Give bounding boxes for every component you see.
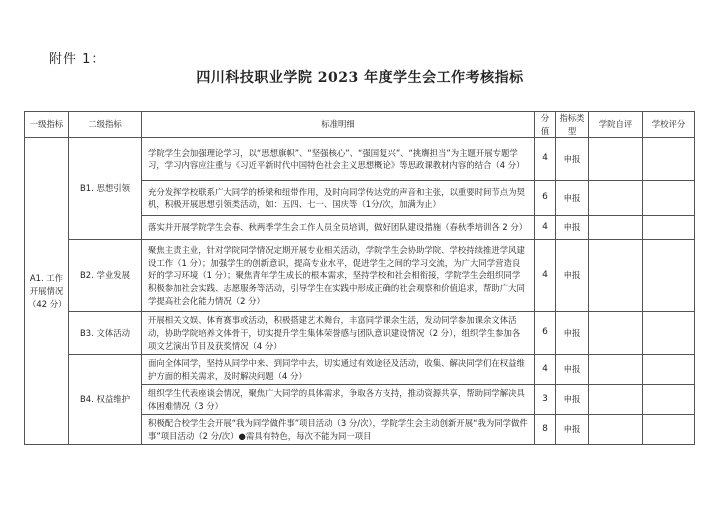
detail-cell: 学院学生会加强理论学习，以“思想旗帜”、“坚强核心”、“强国复兴”、“挑膺担当”为主题开展专题学习，学习内容应注重与《习近平新时代中国特色社会主义思想概论》等思政课教材内容的结合（4 分） <box>142 138 535 181</box>
type-cell: 申报 <box>556 181 589 216</box>
school-eval-cell[interactable] <box>643 240 695 312</box>
header-type: 指标类型 <box>556 112 589 138</box>
document-title: 四川科技职业学院 2023 年度学生会工作考核指标 <box>196 70 524 86</box>
school-eval-cell[interactable] <box>643 415 695 445</box>
score-cell: 4 <box>535 355 556 385</box>
level2-cell: B4. 权益维护 <box>69 355 142 445</box>
header-school-eval: 学校评分 <box>643 112 695 138</box>
header-level1: 一级指标 <box>25 112 69 138</box>
type-cell: 申报 <box>556 312 589 355</box>
school-eval-cell[interactable] <box>643 181 695 216</box>
school-eval-cell[interactable] <box>643 138 695 181</box>
detail-cell: 组织学生代表座谈会情况，聚焦广大同学的具体需求，争取各方支持，推动资源共享，帮助同学解决具体困难情况（3 分） <box>142 385 535 415</box>
self-eval-cell[interactable] <box>589 312 643 355</box>
score-cell: 4 <box>535 138 556 181</box>
level1-cell: A1. 工作开展情况（42 分） <box>25 138 69 445</box>
self-eval-cell[interactable] <box>589 240 643 312</box>
header-score: 分值 <box>535 112 556 138</box>
level2-cell: B3. 文体活动 <box>69 312 142 355</box>
self-eval-cell[interactable] <box>589 181 643 216</box>
score-cell: 4 <box>535 240 556 312</box>
score-cell: 8 <box>535 415 556 445</box>
table-row <box>25 312 695 355</box>
table-row <box>25 138 695 181</box>
detail-cell: 面向全体同学，坚持从同学中来、到同学中去，切实通过有效途径及活动，收集、解决同学们在权益维护方面的相关需求，及时解决问题（4 分） <box>142 355 535 385</box>
detail-cell: 落实并开展学院学生会春、秋两季学生会工作人员全员培训，做好团队建设措施（春秋季培训各 2 分） <box>142 216 535 240</box>
attachment-label: 附件 1： <box>49 52 106 67</box>
table-header-row <box>25 112 695 138</box>
school-eval-cell[interactable] <box>643 385 695 415</box>
detail-cell: 充分发挥学校联系广大同学的桥梁和纽带作用，及时向同学传达党的声音和主张，以重要时间节点为契机，积极开展思想引领类活动，如：五四、七一、国庆等（1分/次，加满为止） <box>142 181 535 216</box>
type-cell: 申报 <box>556 355 589 385</box>
self-eval-cell[interactable] <box>589 415 643 445</box>
self-eval-cell[interactable] <box>589 355 643 385</box>
detail-cell: 积极配合校学生会开展“我为同学做件事”项目活动（3 分/次），学院学生会主动创新开展“我为同学做件事”项目活动（2 分/次）●需具有特色，每次不能为同一项目 <box>142 415 535 445</box>
type-cell: 申报 <box>556 240 589 312</box>
level2-cell: B2. 学业发展 <box>69 240 142 312</box>
type-cell: 申报 <box>556 216 589 240</box>
school-eval-cell[interactable] <box>643 312 695 355</box>
type-cell: 申报 <box>556 138 589 181</box>
school-eval-cell[interactable] <box>643 355 695 385</box>
self-eval-cell[interactable] <box>589 385 643 415</box>
table-row <box>25 240 695 312</box>
header-detail: 标准明细 <box>142 112 535 138</box>
type-cell: 申报 <box>556 415 589 445</box>
level2-cell: B1. 思想引领 <box>69 138 142 240</box>
header-self-eval: 学院自评 <box>589 112 643 138</box>
header-level2: 二级指标 <box>69 112 142 138</box>
score-cell: 4 <box>535 216 556 240</box>
detail-cell: 开展相关文娱、体育赛事或活动，积极搭建艺术舞台，丰富同学课余生活，发动同学参加课余文体活动，协助学院培养文体骨干，切实提升学生集体荣誉感与团队意识建设情况（2 分），组织学生参加各项文艺演出节目及获奖情况（4 分） <box>142 312 535 355</box>
self-eval-cell[interactable] <box>589 216 643 240</box>
self-eval-cell[interactable] <box>589 138 643 181</box>
type-cell: 申报 <box>556 385 589 415</box>
school-eval-cell[interactable] <box>643 216 695 240</box>
table-row <box>25 355 695 385</box>
detail-cell: 聚焦主责主业，针对学院同学情况定期开展专业相关活动，学院学生会协助学院、学校持续推进学风建设工作（1 分）；加强学生的创新意识，提高专业水平，促进学生之间的学习交流，为广大同学营造良好的学习环境（1 分）；聚焦青年学生成长的根本需求，坚持学校和社会相衔接，学院学生会组织同学积极参加社会实践、志愿服务等活动，引导学生在实践中形成正确的社会观察和价值追求，帮助广大同学提高社会化能力情况（2 分） <box>142 240 535 312</box>
score-cell: 6 <box>535 181 556 216</box>
score-cell: 6 <box>535 312 556 355</box>
assessment-table <box>24 111 695 445</box>
score-cell: 3 <box>535 385 556 415</box>
